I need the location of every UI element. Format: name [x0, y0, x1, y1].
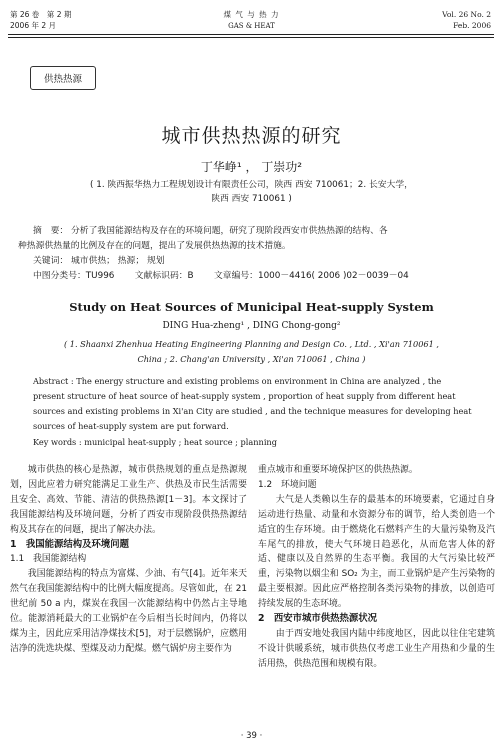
journal-volume-en: Vol. 26 No. 2: [442, 10, 491, 19]
affiliation-en-line2: China ; 2. Chang'an University , Xi'an 710061 , China ): [137, 354, 366, 364]
heading-section-1: 1 我国能源结构及环境问题: [10, 538, 130, 550]
paragraph-xian-status: 由于西安地处我国内陆中纬度地区，因此以往住宅建筑不设计供暖系统，城市供热仅考虑工业生产用热和少量的生活用热，供热范围和规模有限。: [258, 628, 495, 669]
journal-name-en: GAS & HEAT: [228, 22, 275, 30]
section-tag: 供热热源: [30, 66, 96, 90]
body-right-column: [258, 463, 495, 672]
heading-section-1-1: 1.1 我国能源结构: [10, 554, 87, 565]
authors-en: DING Hua-zheng¹ , DING Chong-gong²: [162, 321, 341, 331]
abstract-en-line3: sources and existing problems in Xi'an City are studied , and the technique measures for developing heat: [33, 406, 472, 416]
journal-date: 2006 年 2 月: [10, 21, 57, 30]
keywords-en: Key words : municipal heat-supply ; heat source ; planning: [33, 437, 277, 447]
abstract-en-line2: present structure of heat source of heat-supply system , proportion of heat supply from different heat: [33, 391, 456, 401]
abstract-cn-line1: 摘 要： 分析了我国能源结构及存在的环境问题，研究了现阶段西安市供热热源的结构、各: [33, 226, 388, 236]
keywords-cn: 关键词： 城市供热； 热源； 规划: [33, 256, 165, 266]
paragraph-intro: 城市供热的核心是热源，城市供热规划的重点是热源规划，因此应着力研究能满足工业生产、供热及市民生活需要且安全、高效、节能、清洁的供热热源[1－3]。本文探讨了我国能源结构及环境问题，分析了西安市现阶段供热热源结构及其存在的问题，提出了解决办法。: [10, 465, 247, 535]
page-number: · 39 ·: [240, 731, 263, 741]
paragraph-environment: 大气是人类赖以生存的最基本的环境要素，它通过自身运动进行热量、动量和水资源分布的调节，给人类创造一个适宜的生存环境。由于燃烧化石燃料产生的大量污染物及汽车尾气的排放，使大气环境日趋恶化，从而危害人体的舒适、健康以及自然界的生态平衡。我国的大气污染比较严重，污染物以烟尘和 SO₂ 为主，而工业锅炉是产生污染物的最主要根源。因此应严格控制各类污染物的排放，以创造可持续发展的生态环境。: [258, 494, 495, 610]
header-rule-thin: [8, 37, 494, 38]
body-left-column: [10, 463, 247, 657]
abstract-en-line4: sources of heat-supply system are put forward.: [33, 421, 229, 431]
affiliation-cn-line1: ( 1. 陕西振华热力工程规划设计有限责任公司，陕西 西安 710061；2. 长安大学，: [90, 180, 413, 190]
paragraph-continued: 重点城市和重要环境保护区的供热热源。: [258, 465, 418, 475]
article-title-cn: 城市供热热源的研究: [161, 125, 342, 147]
heading-section-2: 2 西安市城市供热热源状况: [258, 613, 378, 625]
journal-date-en: Feb. 2006: [453, 21, 491, 30]
classification-line: 中图分类号：TU996 文献标识码：B 文章编号：1000－4416( 2006 )02－0039－04: [33, 271, 409, 281]
journal-name-cn: 煤 气 与 热 力: [223, 10, 280, 19]
abstract-en-line1: Abstract : The energy structure and existing problems on environment in China are analyzed , the: [33, 376, 442, 386]
header-rule: [8, 34, 494, 35]
heading-section-1-2: 1.2 环境问题: [258, 479, 317, 490]
abstract-cn-line2: 种热源供热量的比例及存在的问题，提出了发展供热热源的技术措施。: [18, 241, 291, 251]
journal-volume-issue: 第 26 卷 第 2 期: [10, 10, 72, 19]
authors-cn: 丁华峥¹ ， 丁崇功²: [200, 160, 303, 174]
affiliation-en-line1: ( 1. Shaanxi Zhenhua Heating Engineering Planning and Design Co. , Ltd. , Xi'an 710061 ,: [63, 339, 440, 349]
affiliation-cn-line2: 陕西 西安 710061 ): [211, 194, 292, 204]
article-title-en: Study on Heat Sources of Municipal Heat-supply System: [69, 300, 434, 314]
paragraph-energy-structure: 我国能源结构的特点为富煤、少油、有气[4]。近年来天然气在我国能源结构中的比例大幅度提高。尽管如此，在 21 世纪前 50 a 内，煤炭在我国一次能源结构中仍然占主导地位。能源消耗最大的工业锅炉在今后相当长时间内，仍将以煤为主，因此应采用洁净煤技术[5]，对于层燃锅炉，应燃用洁净的洗选块煤、型煤及动力配煤。燃气锅炉房主要作为: [10, 569, 247, 654]
